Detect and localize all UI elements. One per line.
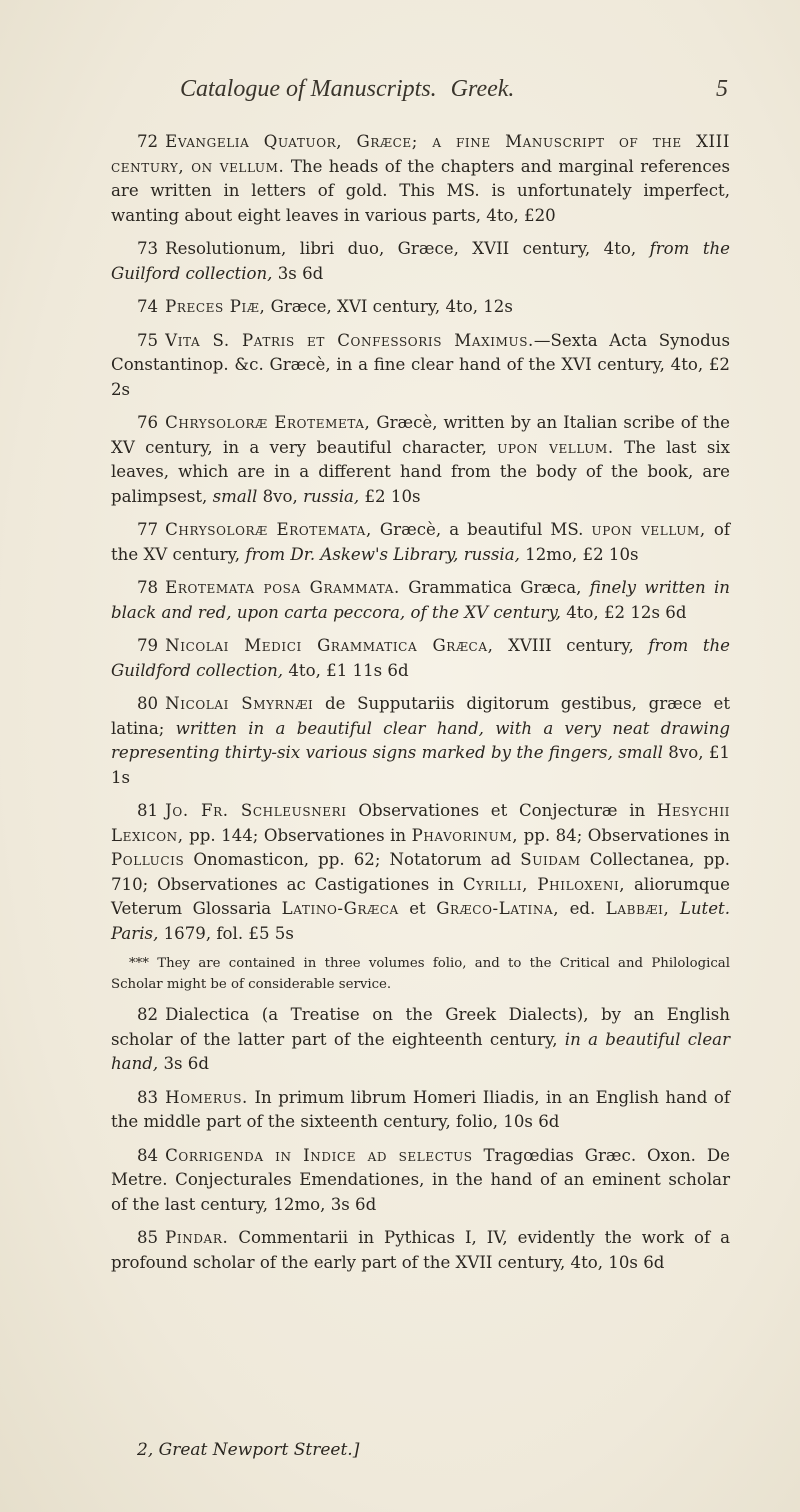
entry-heading-text: Vita S. Patris et Confessoris Maximus. bbox=[165, 330, 534, 350]
entry-number: 83 bbox=[137, 1087, 159, 1107]
entry-text: Observationes et Conjecturæ in bbox=[346, 801, 657, 820]
entry-text: aliorumque Veterum Glossaria bbox=[111, 874, 730, 918]
entry-number: 75 bbox=[137, 330, 159, 350]
entry-text: Dialectica (a Treatise on the Greek Dialects), by an English scholar of the latter part of the eighteenth century, bbox=[111, 1005, 730, 1049]
entry-text: 4to, £1 11s 6d bbox=[283, 660, 409, 680]
entry-number: 74 bbox=[137, 297, 159, 316]
catalogue-entry bbox=[111, 518, 730, 567]
entry-heading-text: Nicolai Smyrnæi bbox=[165, 694, 314, 713]
entry-number: 76 bbox=[137, 413, 159, 432]
entry-heading-text: Pollucis bbox=[111, 850, 185, 869]
catalogue-entry bbox=[111, 329, 730, 403]
entry-italic-text: written in a beautiful clear hand, with a very neat drawing representing thirty-six various signs marked by the fingers, small bbox=[111, 718, 731, 762]
catalogue-entry bbox=[111, 634, 730, 683]
entry-text: Tragœdias Græc. Oxon. De Metre. Conjecturales Emendationes, in the hand of an eminent scholar of the last century, 12mo, 3s 6d bbox=[111, 1145, 730, 1214]
catalogue-entry bbox=[111, 576, 730, 625]
entry-heading-text: Nicolai Medici Grammatica Græca, bbox=[165, 636, 494, 655]
catalogue-entry bbox=[111, 411, 730, 509]
entry-text: 3s 6d bbox=[272, 263, 324, 283]
entry-number: 82 bbox=[137, 1005, 159, 1024]
entry-text: de Supputariis digitorum gestibus, græce et latina; bbox=[111, 694, 731, 738]
catalogue-entries bbox=[111, 130, 730, 1284]
catalogue-note bbox=[111, 953, 730, 995]
catalogue-entry bbox=[111, 1086, 730, 1135]
running-head-catalogue: Catalogue of Manuscripts. bbox=[180, 76, 437, 102]
footer-address: 2, Great Newport Street.] bbox=[137, 1440, 360, 1460]
entry-text: Græce, XVI century, 4to, 12s bbox=[265, 297, 513, 316]
entry-italic-text: from the Guildford collection, bbox=[111, 636, 730, 680]
catalogue-entry bbox=[111, 799, 730, 946]
entry-text: pp. 144; Observationes in bbox=[183, 825, 412, 845]
entry-text bbox=[669, 899, 679, 918]
entry-text: *** They are contained in three volumes folio, and to the Critical and Philological Scholar might be of considerable service. bbox=[111, 956, 730, 992]
running-head-section: Greek. bbox=[450, 76, 515, 102]
entry-number: 79 bbox=[137, 636, 159, 655]
entry-text: 8vo, £1 1s bbox=[111, 743, 730, 787]
entry-heading-text: Corrigenda in Indice ad selectus bbox=[165, 1145, 473, 1165]
entry-number: 81 bbox=[137, 801, 159, 820]
entry-text: Commentarii in Pythicas I, IV, evidently the work of a profound scholar of the early part of the XVII century, 4to, 10s 6d bbox=[111, 1228, 730, 1272]
entry-heading-text: Chrysoloræ Erotemeta, bbox=[165, 413, 371, 432]
entry-italic-text: in a beautiful clear hand, bbox=[111, 1029, 731, 1073]
catalogue-entry bbox=[111, 1003, 730, 1077]
entry-heading-text: Labbæi, bbox=[605, 899, 670, 918]
entry-text: pp. 84; Observationes in bbox=[518, 825, 730, 845]
entry-italic-text: from Dr. Askew's Library, russia, bbox=[245, 544, 520, 564]
entry-number: 73 bbox=[137, 239, 159, 258]
entry-text: The last six leaves, which are in a different hand from the body of the book, are palimpsest, bbox=[111, 437, 731, 506]
entry-heading-text: Suidam bbox=[520, 850, 581, 869]
entry-heading-text: Græco-Latina, bbox=[436, 899, 560, 918]
entry-number: 77 bbox=[137, 520, 159, 539]
entry-heading-text: Chrysoloræ Erotemata, bbox=[165, 520, 372, 539]
entry-text: Grammatica Græca, bbox=[399, 578, 590, 597]
entry-heading-text: upon vellum, bbox=[591, 520, 706, 539]
entry-heading-text: Homerus. bbox=[165, 1087, 248, 1107]
entry-text: £2 10s bbox=[359, 486, 421, 506]
entry-text: 4to, £2 12s 6d bbox=[560, 602, 687, 622]
entry-italic-text: finely written in black and red, upon carta peccora, of the XV century, bbox=[111, 578, 730, 622]
entry-heading-text: Evangelia Quatuor, Græce; a fine Manuscript of the XIII century, on vellum. bbox=[111, 132, 730, 176]
entry-number: 85 bbox=[137, 1228, 159, 1247]
entry-italic-text: Lutet. Paris, bbox=[111, 899, 730, 943]
running-head bbox=[180, 76, 728, 103]
entry-text: 12mo, £2 10s bbox=[519, 544, 639, 564]
running-head-title bbox=[180, 76, 522, 103]
entry-italic-text: small bbox=[212, 486, 258, 506]
catalogue-entry bbox=[111, 692, 730, 790]
entry-number: 84 bbox=[137, 1145, 159, 1165]
catalogue-entry bbox=[111, 130, 730, 228]
entry-heading-text: Pindar. bbox=[165, 1228, 229, 1247]
entry-text: ed. bbox=[559, 899, 606, 918]
entry-text: 1679, fol. £5 5s bbox=[158, 923, 294, 943]
entry-text: XVIII century, bbox=[493, 636, 649, 655]
entry-heading-text: Phavorinum, bbox=[411, 825, 519, 845]
catalogue-entry bbox=[111, 237, 730, 286]
entry-heading-text: Jo. Fr. Schleusneri bbox=[165, 801, 347, 820]
page-number: 5 bbox=[716, 76, 728, 102]
entry-text: Collectanea, pp. 710; Observationes ac Castigationes in bbox=[111, 850, 730, 894]
entry-heading-text: Hesychii Lexicon, bbox=[111, 801, 731, 845]
catalogue-entry bbox=[111, 1144, 730, 1218]
entry-text: 3s 6d bbox=[158, 1054, 209, 1073]
entry-text: of the XV century, bbox=[111, 520, 730, 564]
entry-text: The heads of the chapters and marginal references are written in letters of gold. This MS. is unfortunately imperfect, wanting about eight leaves in various parts, 4to, £20 bbox=[111, 156, 730, 225]
entry-text: 8vo, bbox=[257, 486, 304, 506]
entry-text: —Sexta Acta Synodus Constantinop. &c. Græcè, in a fine clear hand of the XVI century, 4to, £2 2s bbox=[111, 330, 731, 399]
entry-italic-text: from the Guilford collection, bbox=[111, 239, 730, 283]
entry-text: et bbox=[398, 899, 437, 918]
entry-text: Græcè, a beautiful MS. bbox=[371, 520, 592, 539]
entry-number: 72 bbox=[137, 132, 159, 151]
entry-heading-text: upon vellum. bbox=[497, 437, 614, 457]
entry-text: Resolutionum, libri duo, Græce, XVII century, 4to, bbox=[165, 239, 650, 258]
entry-text: In primum librum Homeri Iliadis, in an English hand of the middle part of the sixteenth century, folio, 10s 6d bbox=[111, 1087, 730, 1131]
entry-text: Græcè, written by an Italian scribe of the XV century, in a very beautiful character, bbox=[111, 413, 730, 457]
entry-text: Onomasticon, pp. 62; Notatorum ad bbox=[184, 850, 521, 869]
entry-number: 80 bbox=[137, 694, 159, 713]
catalogue-entry bbox=[111, 1226, 730, 1275]
catalogue-entry bbox=[111, 295, 730, 320]
entry-heading-text: Cyrilli, Philoxeni, bbox=[462, 874, 626, 894]
entry-heading-text: Preces Piæ, bbox=[165, 297, 266, 316]
entry-heading-text: Erotemata posa Grammata. bbox=[165, 578, 400, 597]
entry-heading-text: Latino-Græca bbox=[281, 899, 399, 918]
entry-italic-text: russia, bbox=[303, 486, 360, 506]
page-footer bbox=[137, 1440, 359, 1460]
entry-number: 78 bbox=[137, 578, 159, 597]
